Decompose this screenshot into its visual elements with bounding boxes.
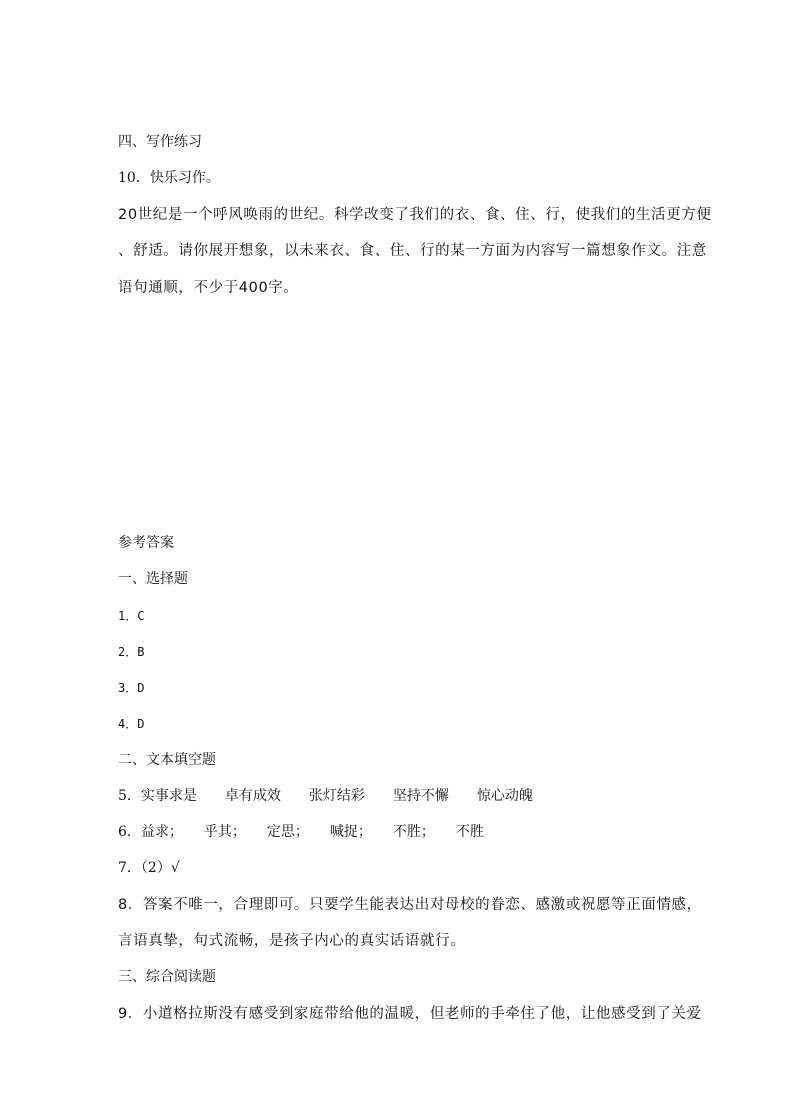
section-heading-reading: 三、综合阅读题 [118,969,216,985]
section-heading-fill: 二、文本填空题 [118,752,216,768]
answer-9-line-1: 9．小道格拉斯没有感受到家庭带给他的温暖，但老师的手牵住了他，让他感受到了关爱 [118,1006,702,1022]
question-10-text-line-1: 20世纪是一个呼风唤雨的世纪。科学改变了我们的衣、食、住、行，使我们的生活更方便 [118,207,712,223]
answers-title: 参考答案 [118,535,174,551]
answer-8-line-1: 8．答案不唯一，合理即可。只要学生能表达出对母校的眷恋、感激或祝愿等正面情感， [118,897,702,913]
answer-7: 7．（2）√ [118,860,180,876]
answer-5: 5．实事求是 卓有成效 张灯结彩 坚持不懈 惊心动魄 [118,788,533,804]
question-10-text-line-3: 语句通顺，不少于400字。 [118,280,299,296]
answer-3: 3．D [118,681,145,695]
section-heading-choice: 一、选择题 [118,571,188,587]
answer-2: 2．B [118,645,145,659]
answer-8-line-2: 言语真挚，句式流畅，是孩子内心的真实话语就行。 [118,933,466,949]
question-10-text-line-2: 、舒适。请你展开想象，以未来衣、食、住、行的某一方面为内容写一篇想象作文。注意 [118,243,707,259]
answer-1: 1．C [118,609,145,623]
answer-6: 6．益求； 乎其； 定思； 喊捉； 不胜； 不胜 [118,824,484,840]
answer-4: 4．D [118,717,145,731]
question-10-title: 10．快乐习作。 [118,170,220,186]
section-heading-writing: 四、写作练习 [118,134,202,150]
